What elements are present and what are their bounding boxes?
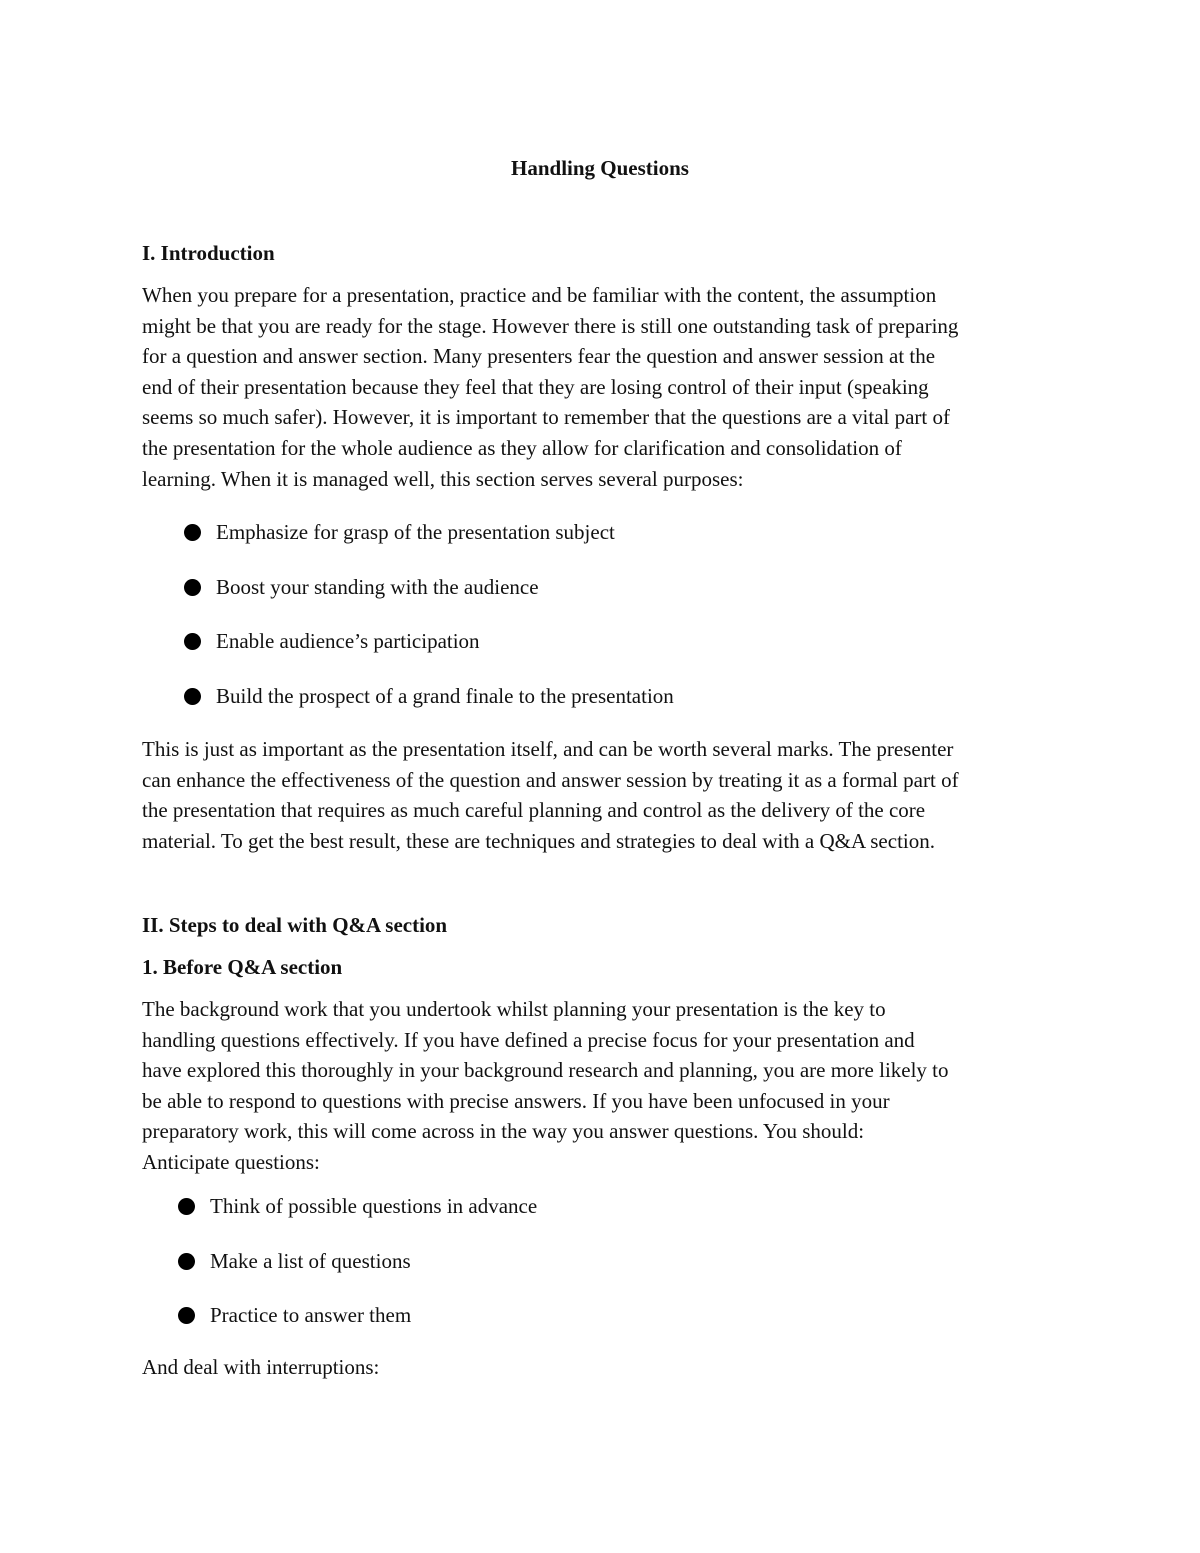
paragraph-line: When you prepare for a presentation, practice and be familiar with the content, the assumption bbox=[142, 283, 937, 307]
paragraph-line: have explored this thoroughly in your background research and planning, you are more likely to bbox=[142, 1058, 949, 1083]
paragraph-line: be able to respond to questions with precise answers. If you have been unfocused in your bbox=[142, 1088, 890, 1113]
bullet-icon bbox=[184, 633, 201, 650]
paragraph-line: preparatory work, this will come across in the way you answer questions. You should: bbox=[142, 1119, 865, 1144]
bullet-icon bbox=[184, 579, 201, 596]
bullet-icon bbox=[184, 524, 201, 541]
paragraph-line: the presentation for the whole audience as they allow for clarification and consolidation of bbox=[142, 435, 902, 460]
intro-paragraph bbox=[142, 280, 1072, 494]
list-item-text: Enable audience’s participation bbox=[216, 629, 480, 653]
paragraph-line: handling questions effectively. If you have defined a precise focus for your presentation and bbox=[142, 1027, 915, 1052]
paragraph-line: Anticipate questions: bbox=[142, 1149, 320, 1174]
list-item-text: Build the prospect of a grand finale to the presentation bbox=[216, 684, 674, 708]
before-paragraph bbox=[142, 994, 1072, 1178]
intro-closing-paragraph bbox=[142, 734, 1072, 856]
paragraph-line: the presentation that requires as much careful planning and control as the delivery of the core bbox=[142, 798, 926, 823]
subsection-heading-before: 1. Before Q&A section bbox=[142, 955, 343, 979]
paragraph-line: This is just as important as the presentation itself, and can be worth several marks. The presenter bbox=[142, 737, 954, 761]
paragraph-line: learning. When it is managed well, this section serves several purposes: bbox=[142, 466, 744, 491]
paragraph-line: end of their presentation because they feel that they are losing control of their input (speaking bbox=[142, 374, 929, 399]
list-item-text: Emphasize for grasp of the presentation subject bbox=[216, 520, 615, 544]
list-item-text: Make a list of questions bbox=[210, 1249, 411, 1273]
bullet-icon bbox=[178, 1253, 195, 1270]
bullet-icon bbox=[184, 688, 201, 705]
paragraph-line: And deal with interruptions: bbox=[142, 1355, 380, 1379]
paragraph-line: can enhance the effectiveness of the question and answer session by treating it as a formal part of bbox=[142, 767, 959, 792]
paragraph-line: seems so much safer). However, it is important to remember that the questions are a vital part of bbox=[142, 405, 950, 430]
paragraph-line: for a question and answer section. Many presenters fear the question and answer session at the bbox=[142, 344, 936, 369]
list-item-text: Practice to answer them bbox=[210, 1303, 412, 1327]
section-heading-steps: II. Steps to deal with Q&A section bbox=[142, 913, 448, 937]
list-item-text: Boost your standing with the audience bbox=[216, 575, 539, 599]
paragraph-line: might be that you are ready for the stage. However there is still one outstanding task of preparing bbox=[142, 313, 959, 338]
document-title: Handling Questions bbox=[511, 156, 689, 180]
bullet-icon bbox=[178, 1198, 195, 1215]
trailing-paragraph bbox=[142, 1352, 1072, 1383]
bullet-icon bbox=[178, 1307, 195, 1324]
paragraph-line: material. To get the best result, these are techniques and strategies to deal with a Q&A section. bbox=[142, 828, 935, 853]
paragraph-line: The background work that you undertook whilst planning your presentation is the key to bbox=[142, 997, 886, 1021]
section-heading-introduction: I. Introduction bbox=[142, 241, 275, 265]
list-item-text: Think of possible questions in advance bbox=[210, 1194, 538, 1218]
